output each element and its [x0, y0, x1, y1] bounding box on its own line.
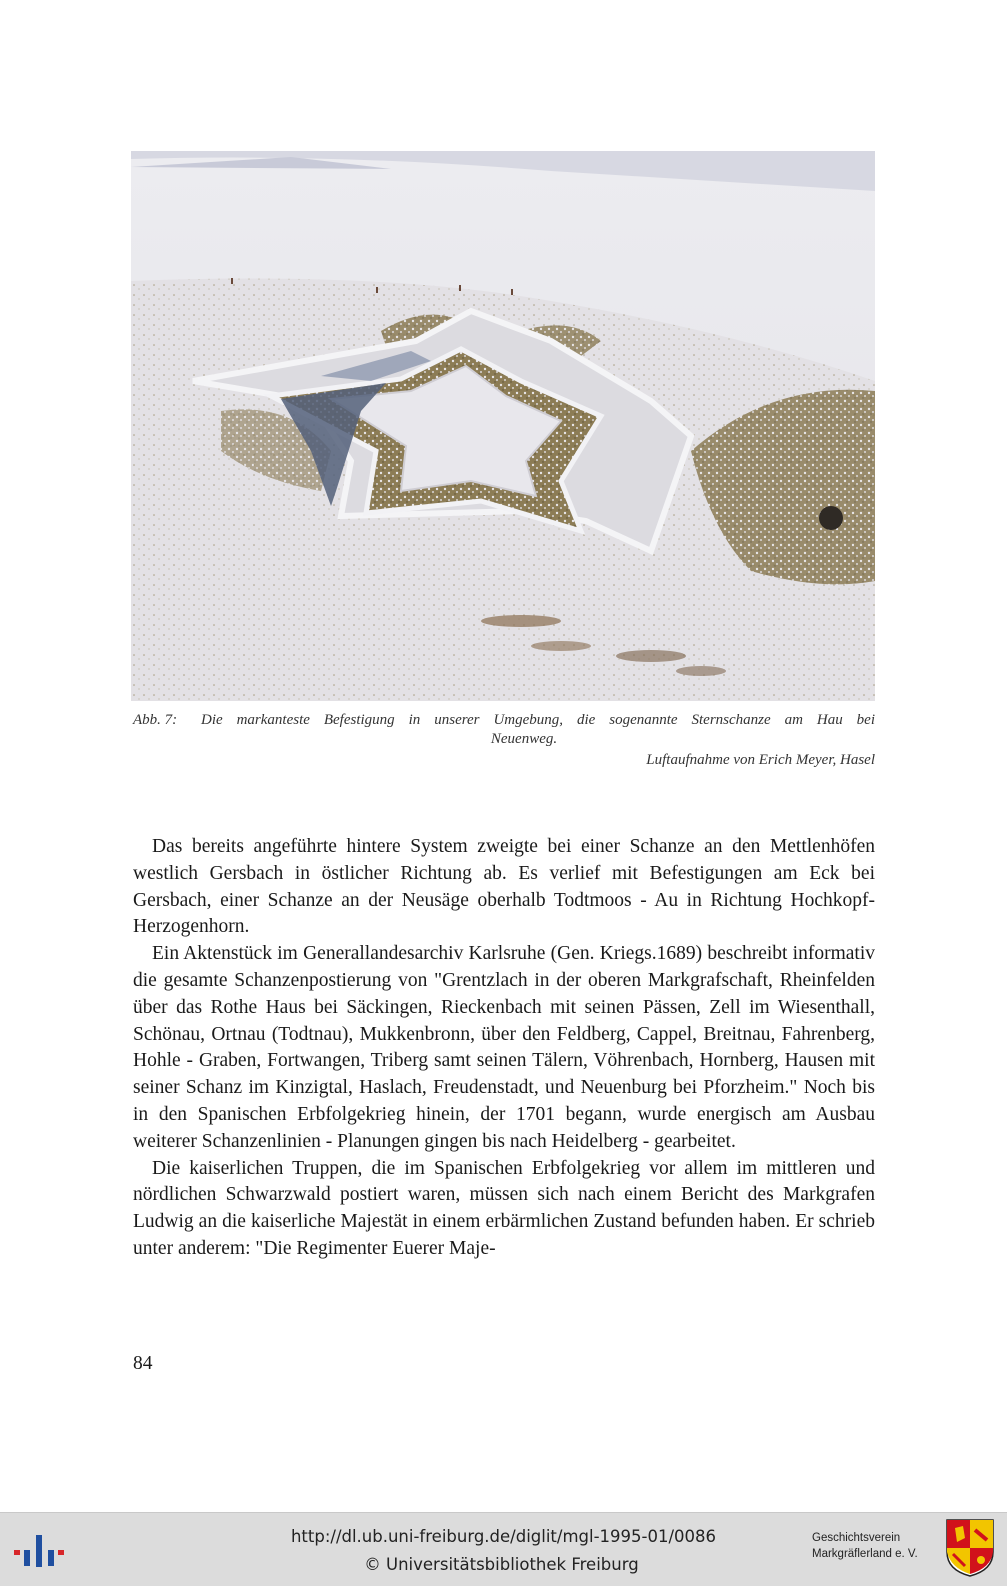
caption-text: Die markanteste Befestigung in unserer Umgebung, die sogenannte Sternschanze am Hau bei — [201, 712, 875, 728]
document-url-link[interactable]: http://dl.ub.uni-freiburg.de/diglit/mgl-1995-01/0086 — [290, 1527, 717, 1546]
body-text — [133, 834, 875, 1263]
copyright-text: © Universitätsbibliothek Freiburg — [364, 1555, 639, 1574]
figure-label: Abb. 7: — [133, 712, 178, 728]
paragraph: Die kaiserlichen Truppen, die im Spanischen Erbfolgekrieg vor allem im mittleren und nördlichen Schwarzwald postiert waren, müssen sich nach einem Bericht des Markgrafen Ludwig an die kaiserliche Majestät in einem erbärmlichen Zustand befunden haben. Er schrieb unter anderem: "Die Regimenter Euerer Maje- — [133, 1157, 875, 1259]
photo-credit: Luftaufnahme von Erich Meyer, Hasel — [646, 752, 875, 768]
paragraph: Ein Aktenstück im Generallandesarchiv Karlsruhe (Gen. Kriegs.1689) beschreibt informativ die gesamte Schanzenpostierung von "Grentzlach in der oberen Markgrafschaft, Rheinfelden über das Rothe Haus bei Säckingen, Rieckenbach mit seinen Pässen, Zell im Wiesenthall, Schönau, Ortnau (Todtnau), Mukkenbronn, über den Feldberg, Cappel, Breitnau, Fahrenberg, Hohle - Graben, Fortwangen, Triberg samt seinen Tälern, Vöhrenbach, Hornberg, Hausen mit seiner Schanz im Kinzigtal, Haslach, Freudenstadt, und Neuenburg bei Pforzheim." Noch bis in den Spanischen Erbfolgekrieg hinein, der 1701 begann, wurde energisch am Ausbau weiterer Schanzenlinien - Planungen gingen bis nach Heidelberg - gearbeitet. — [133, 943, 875, 1152]
paragraph: Das bereits angeführte hintere System zweigte bei einer Schanze an den Mettlenhöfen westlich Gersbach in östlicher Richtung ab. Es verlief mit Befestigungen am Eck bei Gersbach, einer Schanze an der Neusäge oberhalb Todtmoos - Au in Richtung Hochkopf-Herzogenhorn. — [133, 836, 875, 938]
coat-of-arms-icon[interactable] — [945, 1518, 995, 1578]
society-name — [812, 1530, 918, 1562]
caption-text-continued: Neuenweg. — [490, 731, 558, 747]
page-number: 84 — [133, 1353, 153, 1374]
society-line-1: Geschichtsverein — [812, 1532, 901, 1544]
society-line-2: Markgräflerland e. V. — [812, 1548, 918, 1560]
aerial-photo-star-fort — [131, 151, 875, 701]
figure-caption — [133, 711, 875, 770]
